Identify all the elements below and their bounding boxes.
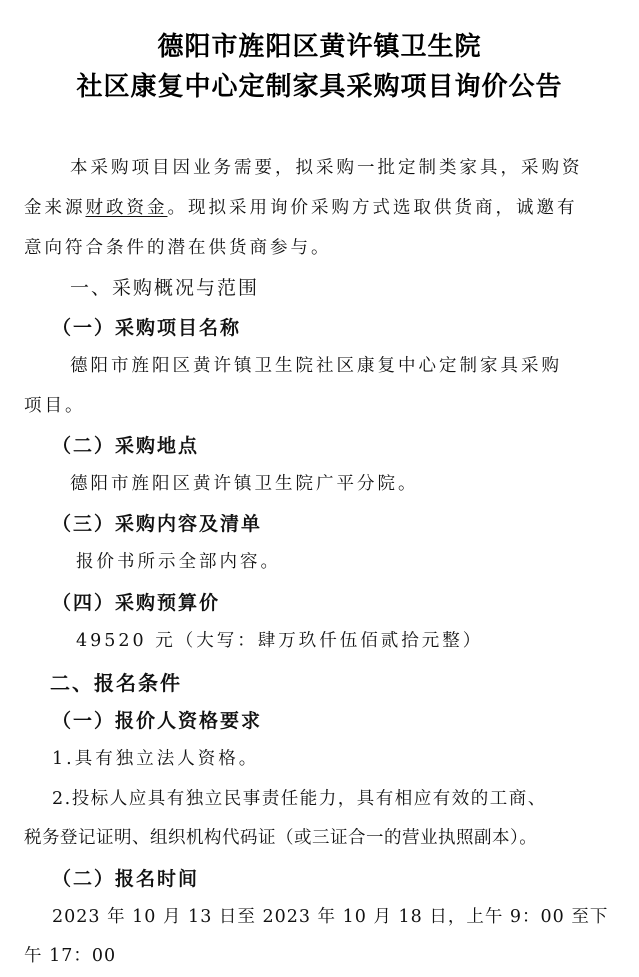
registration-time-line-1: 2023 年 10 月 13 日至 2023 年 10 月 18 日，上午 9：00 至下 <box>52 907 609 927</box>
section-1-item-1-body-line-1: 德阳市旌阳区黄许镇卫生院社区康复中心定制家具采购 <box>70 356 562 376</box>
intro-line-2-prefix: 金来源 <box>24 198 86 218</box>
section-1-item-2-heading: （二）采购地点 <box>52 435 200 457</box>
registration-time-line-2: 午 17：00 <box>24 946 117 966</box>
section-1-item-1-heading: （一）采购项目名称 <box>52 317 242 339</box>
section-1-item-3-heading: （三）采购内容及清单 <box>52 513 263 535</box>
section-1-item-1-body-line-2: 项目。 <box>24 396 86 416</box>
requirement-2-line-1: 2.投标人应具有独立民事责任能力，具有相应有效的工商、 <box>52 789 547 809</box>
section-1-item-3-body: 报价书所示全部内容。 <box>76 552 281 572</box>
requirement-2-line-2: 税务登记证明、组织机构代码证（或三证合一的营业执照副本）。 <box>24 828 538 848</box>
document-title-line-1: 德阳市旌阳区黄许镇卫生院 <box>157 32 482 62</box>
section-2-item-2-heading: （二）报名时间 <box>52 868 200 890</box>
section-1-item-2-body: 德阳市旌阳区黄许镇卫生院广平分院。 <box>70 474 419 494</box>
intro-line-1: 本采购项目因业务需要，拟采购一批定制类家具，采购资 <box>70 158 583 178</box>
intro-line-3: 意向符合条件的潜在供货商参与。 <box>24 238 332 258</box>
funding-source-underlined: 财政资金 <box>85 198 168 218</box>
intro-line-2-suffix: 。现拟采用询价采购方式选取供货商，诚邀有 <box>167 198 578 218</box>
section-2-item-1-heading: （一）报价人资格要求 <box>52 710 263 732</box>
section-1-heading: 一、采购概况与范围 <box>70 277 260 299</box>
section-2-heading: 二、报名条件 <box>50 671 182 695</box>
document-title-line-2: 社区康复中心定制家具采购项目询价公告 <box>76 72 563 102</box>
requirement-1: 1.具有独立法人资格。 <box>52 749 260 769</box>
budget-price: 49520 元（大写：肆万玖仟伍佰贰拾元整） <box>76 631 484 651</box>
intro-line-2 <box>24 194 578 219</box>
section-1-item-4-heading: （四）采购预算价 <box>52 592 221 614</box>
